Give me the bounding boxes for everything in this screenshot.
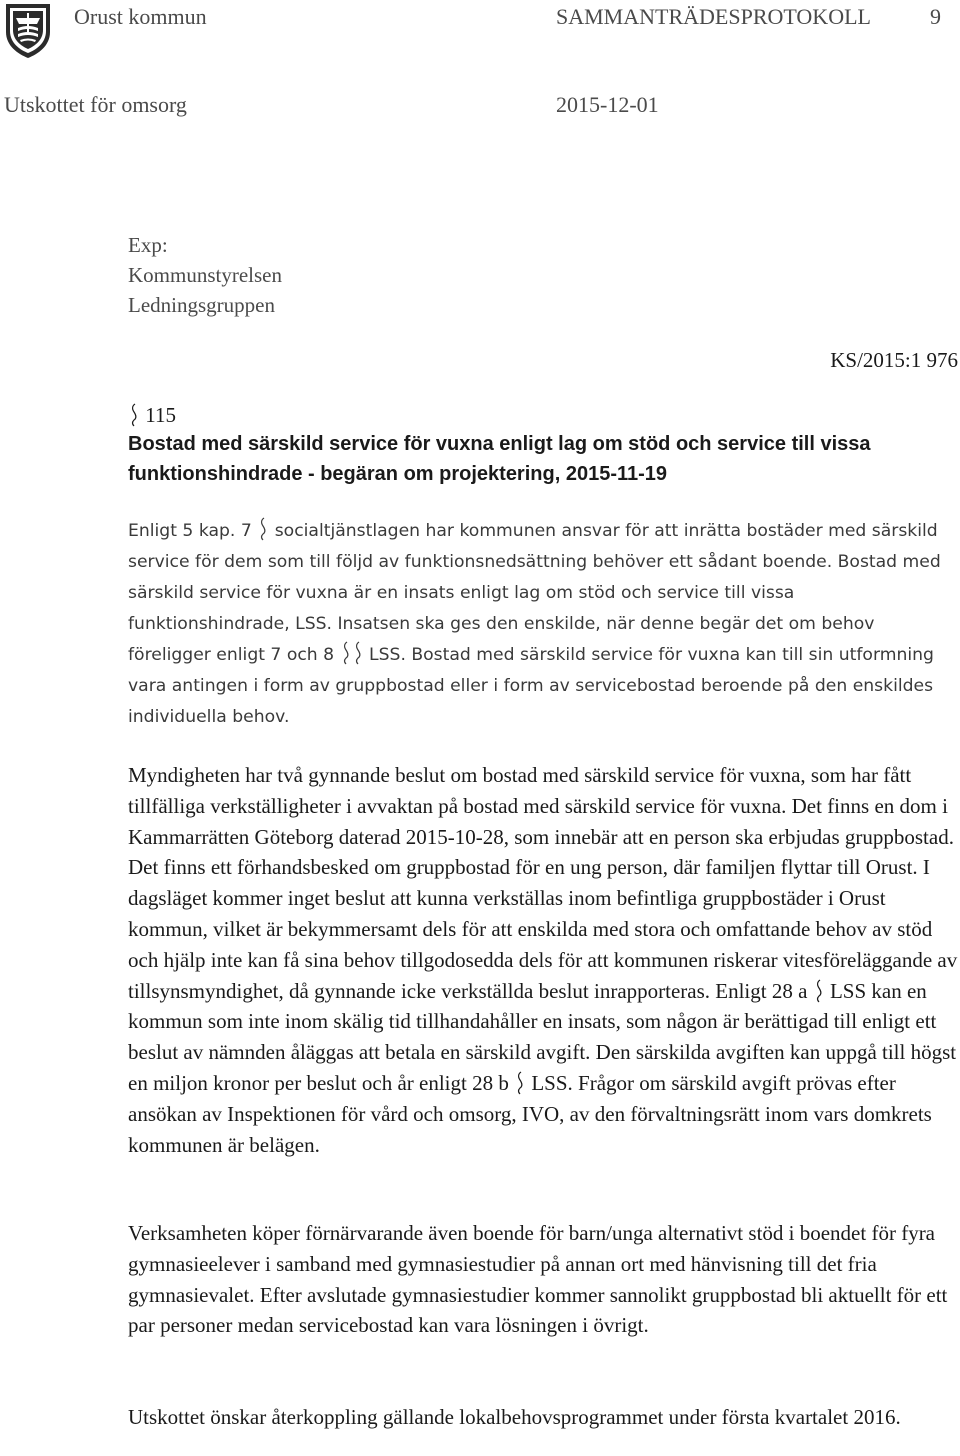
paragraph-committee-request: Utskottet önskar återkoppling gällande lokalbehovsprogrammet under första kvartalet 2016.	[128, 1405, 901, 1429]
section-sign-icon	[515, 1071, 525, 1095]
distribution-label: Exp:	[128, 233, 168, 257]
paragraph-legal-background	[128, 516, 958, 733]
meeting-date: 2015-12-01	[556, 92, 659, 117]
case-number: KS/2015:1 976	[830, 348, 958, 372]
paragraph-current-situation	[128, 760, 958, 1160]
section-number: 115	[145, 403, 176, 427]
section-sign-icon	[258, 517, 268, 541]
section-sign-icon	[129, 403, 139, 427]
paragraph-text: socialtjänstlagen har kommunen ansvar för att inrätta bostäder med särskild service för dem som till följd av funktionsnedsättning behöver ett sådant boende. Bostad med särskild service för vuxna är en insats enligt lag om stöd och service till vissa funktionshindrade, LSS. Insatsen ska ges den enskilde, när denne begär det om behov föreligger enligt 7 och 8	[128, 521, 941, 665]
document-type: SAMMANTRÄDESPROTOKOLL	[556, 4, 871, 29]
committee-name: Utskottet för omsorg	[4, 92, 187, 117]
section-number-line	[128, 400, 176, 430]
distribution-recipient: Ledningsgruppen	[128, 293, 275, 317]
paragraph-text: Enligt 5 kap. 7	[128, 521, 252, 541]
paragraph-text: LSS kan en kommun som inte inom skälig tid tillhandahåller en insats, som någon är berättigad till enligt ett beslut av nämnden åläggas att betala en särskild avgift. Den särskilda avgiften kan uppgå till högst en miljon kronor per beslut och år enligt 28 b	[128, 978, 957, 1095]
section-sign-icon	[341, 641, 351, 665]
page-number: 9	[930, 4, 941, 29]
paragraph-text: LSS. Frågor om särskild avgift prövas efter ansökan av Inspektionen för vård och omsorg, IVO, av den förvaltningsrätt inom vars domkrets kommunen är belägen.	[128, 1070, 932, 1157]
section-title: Bostad med särskild service för vuxna enligt lag om stöd och service till vissa funktionshindrade - begäran om projektering, 2015-11-19	[128, 433, 871, 485]
section-sign-icon	[353, 641, 363, 665]
paragraph-text: . Bostad med särskild service för vuxna kan till sin utformning vara antingen i form av gruppbostad eller i form av servicebostad beroende på den enskildes individuella behov.	[128, 645, 934, 727]
paragraph-text: LSS	[369, 645, 401, 665]
paragraph-text: Myndigheten har två gynnande beslut om bostad med särskild service för vuxna, som har fått tillfälliga verkställigheter i avvaktan på bostad med särskild service för vuxna. Det finns en dom i Kammarrätten Göteborg daterad 2015-10-28, som innebär att en person ska erbjudas gruppbostad. Det finns ett förhandsbesked om gruppbostad för en ung person, där familjen flyttar till Orust. I dagsläget kommer inget beslut att kunna verkställas inom befintliga gruppbostäder i Orust kommun, vilket är bekymmersamt dels för att enskilda med stora och omfattande behov av stöd och hjälp inte kan få sina behov tillgodosedda dels för att kommunen riskerar vitesföreläggande av tillsynsmyndighet, då gynnande icke verkställda beslut inrapporteras. Enligt 28 a	[128, 763, 958, 1003]
paragraph-purchased-housing: Verksamheten köper förnärvarande även boende för barn/unga alternativt stöd i boendet för fyra gymnasieelever i samband med gymnasiestudier på annan ort med hänvisning till det fria gymnasievalet. Efter avslutade gymnasiestudier kommer sannolikt gruppbostad bli aktuellt för ett par personer medan servicebostad kan vara lösningen i övrigt.	[128, 1221, 948, 1338]
municipality-name: Orust kommun	[74, 4, 207, 29]
coat-of-arms-logo-icon	[4, 2, 52, 60]
distribution-recipient: Kommunstyrelsen	[128, 263, 282, 287]
section-sign-icon	[814, 979, 824, 1003]
distribution-list	[128, 230, 282, 320]
